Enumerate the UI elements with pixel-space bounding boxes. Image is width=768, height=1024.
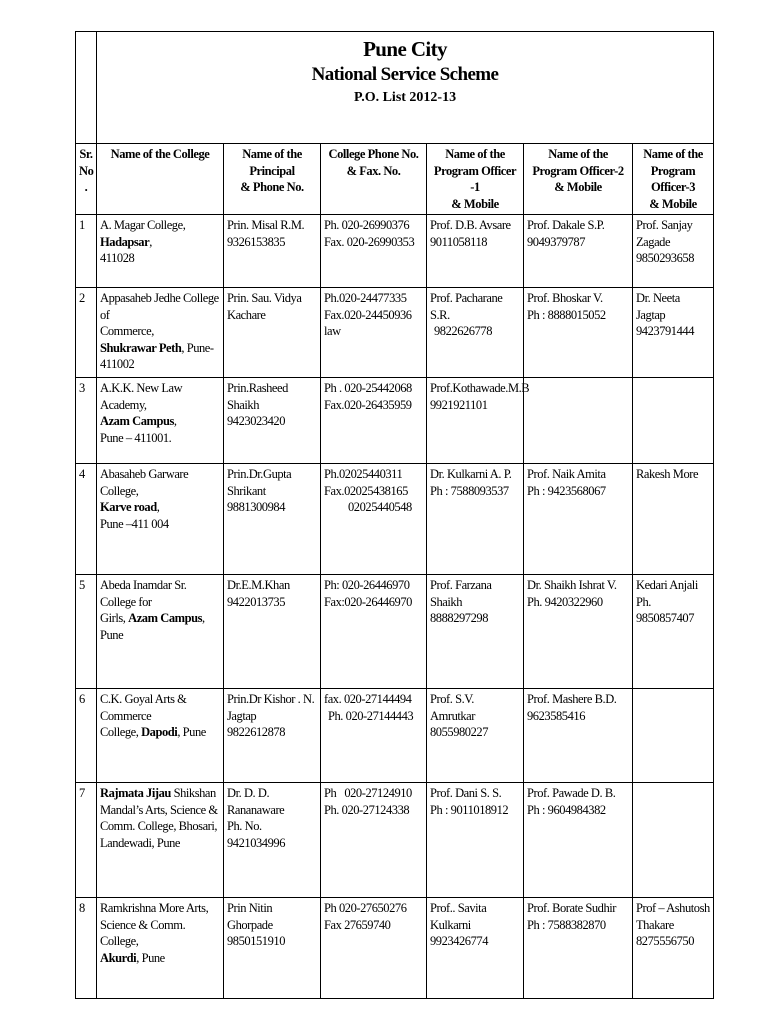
text-line: A. Magar College, <box>100 218 186 232</box>
text-line: Prof. S.V. Amrutkar <box>430 692 475 723</box>
text-line: Dr.E.M.Khan <box>227 578 290 592</box>
cell-college <box>97 288 224 378</box>
text-line: Ph. 020-27144443 <box>328 708 414 723</box>
text-line: 9422013735 <box>227 594 286 609</box>
location-bold: Shukrawar Peth <box>100 340 182 355</box>
cell-college <box>97 464 224 575</box>
text-line: Prof. D.B. Avsare <box>430 218 511 232</box>
text-line: Ph. 020-27124338 <box>324 802 410 817</box>
cell-po1 <box>427 464 524 575</box>
header-principal <box>224 144 321 215</box>
text-line: Ph.02025440311 <box>324 467 403 481</box>
text-span: , <box>156 500 160 514</box>
text-line: 8275556750 <box>636 934 695 948</box>
cell-po2 <box>524 689 633 783</box>
header-phone <box>321 144 427 215</box>
header-row <box>76 144 714 215</box>
location-bold: Akurdi <box>100 950 137 965</box>
cell-po2 <box>524 898 633 999</box>
text-line: Prof. Farzana Shaikh <box>430 578 492 609</box>
cell-phone <box>321 288 427 378</box>
text-line: Prof. Dakale S.P. <box>527 218 605 232</box>
text-line: Jagtap <box>227 708 257 723</box>
cell-principal <box>224 288 321 378</box>
text-line: Rakesh More <box>636 467 699 481</box>
location-bold: Hadapsar <box>100 234 150 249</box>
text-line: Prof. Naik Amita <box>527 467 606 481</box>
header-sr-l3: . <box>84 180 88 194</box>
text-line: 9011058118 <box>430 234 488 249</box>
header-phone-l1: College Phone No. <box>328 147 419 161</box>
cell-college <box>97 783 224 898</box>
text-line: Landewadi, Pune <box>100 835 181 850</box>
text-line: Ph. No. 9421034996 <box>227 819 286 850</box>
cell-sr: 8 <box>76 898 97 999</box>
text-span: , Pune <box>100 611 205 642</box>
cell-phone <box>321 378 427 464</box>
cell-po1 <box>427 378 530 464</box>
text-line: Ph : 9604984382 <box>527 802 606 817</box>
text-line: Zagade <box>636 234 671 249</box>
text-line: Prin. Misal R.M. <box>227 218 305 232</box>
header-po3-l1: Name of the <box>643 147 703 161</box>
text-line: Pune – 411001. <box>100 430 172 445</box>
table-row <box>76 575 714 689</box>
text-line: 9423791444 <box>636 324 695 338</box>
text-line: Prof. Borate Sudhir <box>527 901 617 915</box>
text-line: Prof. Pacharane S.R. <box>430 291 503 322</box>
text-line: Ph: 020-26446970 <box>324 578 410 592</box>
title-cell <box>97 32 714 144</box>
cell-po2 <box>524 464 633 575</box>
cell-po1 <box>427 288 524 378</box>
text-line: Prin.Rasheed Shaikh <box>227 381 288 412</box>
header-sr-l1: Sr. <box>79 147 93 161</box>
cell-sr: 7 <box>76 783 97 898</box>
cell-po3 <box>633 288 714 378</box>
cell-principal <box>224 215 321 288</box>
cell-college <box>97 575 224 689</box>
title-list: P.O. List 2012-13 <box>353 90 457 105</box>
text-line: Ph.020-24477335 <box>324 291 407 305</box>
text-line: Prof – Ashutosh <box>636 901 710 915</box>
cell-principal <box>224 378 321 464</box>
header-po1-l2: Program Officer -1 <box>433 163 517 194</box>
text-line: Prof. Bhoskar V. <box>527 291 603 305</box>
cell-po2 <box>524 378 633 464</box>
cell-principal <box>224 689 321 783</box>
table-row <box>76 898 714 999</box>
header-principal-l1: Name of the Principal <box>242 147 302 178</box>
text-line: Fax. 020-26990353 <box>324 234 415 249</box>
text-line: 02025440548 <box>348 500 412 514</box>
text-line: Prof.Kothawade.M.B <box>430 381 530 395</box>
text-line: Prin.Dr.Gupta Shrikant <box>227 467 292 498</box>
text-line: Prin Nitin Ghorpade <box>227 901 273 932</box>
text-line: Prof.. Savita Kulkarni <box>430 901 487 932</box>
header-sr-l2: No <box>79 163 94 178</box>
title-row <box>76 32 714 144</box>
cell-po1 <box>427 898 524 999</box>
text-span: , Pune <box>136 950 165 965</box>
cell-phone <box>321 898 427 999</box>
text-line: Prof. Mashere B.D. <box>527 692 617 706</box>
table-row <box>76 288 714 378</box>
location-bold: Dapodi <box>141 725 178 739</box>
header-po2-l3: & Mobile <box>554 180 602 194</box>
header-po3 <box>633 144 714 215</box>
text-line: Ph. 020-26990376 <box>324 218 410 232</box>
text-line: Fax.02025438165 <box>324 483 408 498</box>
cell-po3 <box>633 215 714 288</box>
cell-po3 <box>633 575 714 689</box>
text-line: 9850293658 <box>636 251 695 265</box>
text-line: 9921921101 <box>430 397 488 412</box>
cell-po2 <box>524 215 633 288</box>
location-bold: Karve road <box>100 500 157 514</box>
cell-po1 <box>427 575 524 689</box>
title-blank-cell <box>76 32 97 144</box>
cell-college <box>97 689 224 783</box>
table-row <box>76 464 714 575</box>
text-line: fax. 020-27144494 <box>324 692 412 706</box>
cell-sr: 1 <box>76 215 97 288</box>
text-line: Abeda Inamdar Sr. College for <box>100 578 187 609</box>
text-span: , <box>173 414 177 428</box>
cell-sr: 6 <box>76 689 97 783</box>
text-line: Dr. Shaikh Ishrat V. <box>527 578 617 592</box>
text-line: Ph. 9850857407 <box>636 594 695 625</box>
cell-po3 <box>633 378 714 464</box>
header-po1 <box>427 144 524 215</box>
title-scheme: National Service Scheme <box>311 64 499 85</box>
cell-po3 <box>633 898 714 999</box>
text-line: Abasaheb Garware College, <box>100 467 189 498</box>
cell-phone <box>321 575 427 689</box>
cell-sr: 4 <box>76 464 97 575</box>
table-row <box>76 215 714 288</box>
text-span: College, <box>100 725 139 739</box>
text-line: Prin. Sau. Vidya <box>227 291 302 305</box>
text-line: Ramkrishna More Arts, <box>100 901 209 915</box>
text-line: 8055980227 <box>430 725 489 739</box>
location-bold: Azam Campus <box>100 414 174 428</box>
header-po2-l1: Name of the <box>548 147 608 161</box>
cell-principal <box>224 464 321 575</box>
text-line: 411002 <box>100 357 135 371</box>
header-college-l1: Name of the College <box>110 147 210 161</box>
table-row <box>76 378 714 464</box>
text-line: Ph . 020-25442068 <box>324 381 412 395</box>
cell-po3 <box>633 464 714 575</box>
header-po1-l3: & Mobile <box>451 196 499 211</box>
table-row <box>76 689 714 783</box>
text-line: Ph : 7588382870 <box>527 917 606 932</box>
text-line: C.K. Goyal Arts & Commerce <box>100 692 187 723</box>
title-city: Pune City <box>363 37 447 61</box>
header-po1-l1: Name of the <box>445 147 505 161</box>
text-line: Ph : 9011018912 <box>430 802 509 817</box>
text-line: Prin.Dr Kishor . N. <box>227 692 315 706</box>
text-line: Commerce, <box>100 324 154 338</box>
document-sheet <box>75 31 713 994</box>
text-span: , Pune- <box>181 340 214 355</box>
cell-college <box>97 378 224 464</box>
cell-po2 <box>524 783 633 898</box>
cell-po3 <box>633 689 714 783</box>
header-po3-l3: & Mobile <box>649 196 697 211</box>
text-line: 9881300984 <box>227 500 286 514</box>
cell-po1 <box>427 783 524 898</box>
header-po2-l2: Program Officer-2 <box>532 163 624 178</box>
text-line: A.K.K. New Law Academy, <box>100 381 183 412</box>
text-line: Prof. Pawade D. B. <box>527 786 616 800</box>
text-line: 9822612878 <box>227 725 286 739</box>
text-line: 9850151910 <box>227 934 286 948</box>
text-span: Shikshan <box>170 786 216 800</box>
text-line: 9326153835 <box>227 234 286 249</box>
text-line: 411028 <box>100 251 135 265</box>
cell-principal <box>224 575 321 689</box>
text-line: 9822626778 <box>434 324 493 338</box>
text-line: Pune –411 004 <box>100 516 169 531</box>
cell-po1 <box>427 215 524 288</box>
header-sr <box>76 144 97 215</box>
cell-phone <box>321 783 427 898</box>
cell-sr: 3 <box>76 378 97 464</box>
text-span: , Pune <box>177 725 206 739</box>
cell-college <box>97 215 224 288</box>
text-line: Prof. Dani S. S. <box>430 786 502 800</box>
text-line: Ph 020-27124910 <box>324 786 412 800</box>
cell-po1 <box>427 689 524 783</box>
text-line: Comm. College, Bhosari, <box>100 819 218 833</box>
text-line: 9923426774 <box>430 934 489 948</box>
text-line: Ph : 7588093537 <box>430 483 509 498</box>
text-line: Dr. Kulkarni A. P. <box>430 467 512 481</box>
cell-sr: 5 <box>76 575 97 689</box>
text-line: Ph : 9423568067 <box>527 483 606 498</box>
cell-college <box>97 898 224 999</box>
text-line: Ph. 9420322960 <box>527 594 603 609</box>
text-span: , <box>149 234 152 249</box>
text-line: Ph 020-27650276 <box>324 901 407 915</box>
text-line: Fax.020-24450936 law <box>324 307 412 338</box>
text-line: 8888297298 <box>430 611 489 625</box>
text-line: Kedari Anjali <box>636 578 698 592</box>
cell-principal <box>224 898 321 999</box>
header-po3-l2: Program Officer-3 <box>650 163 696 194</box>
text-line: Fax:020-26446970 <box>324 594 412 609</box>
text-line: Ph : 8888015052 <box>527 307 606 322</box>
cell-po3 <box>633 783 714 898</box>
cell-phone <box>321 464 427 575</box>
text-line: Appasaheb Jedhe College of <box>100 291 219 322</box>
header-phone-l2: & Fax. No. <box>346 163 401 178</box>
location-bold: Rajmata Jijau <box>100 786 171 800</box>
text-line: Kachare <box>227 307 266 322</box>
header-college <box>97 144 224 215</box>
po-list-table <box>75 31 714 999</box>
text-line: Dr. Neeta Jagtap <box>636 291 680 322</box>
cell-sr: 2 <box>76 288 97 378</box>
text-line: Thakare <box>636 917 674 932</box>
text-line: 9623585416 <box>527 708 586 723</box>
table-row <box>76 783 714 898</box>
cell-principal <box>224 783 321 898</box>
location-bold: Azam Campus <box>128 611 202 625</box>
text-line: Prof. Sanjay <box>636 218 693 232</box>
text-line: 9049379787 <box>527 234 586 249</box>
text-line: Science & Comm. College, <box>100 917 186 948</box>
header-principal-l2: & Phone No. <box>240 180 304 194</box>
text-line: 9423023420 <box>227 414 286 428</box>
text-span: Girls, <box>100 611 126 625</box>
text-line: Fax.020-26435959 <box>324 397 412 412</box>
cell-phone <box>321 689 427 783</box>
text-line: Fax 27659740 <box>324 917 391 932</box>
header-po2 <box>524 144 633 215</box>
cell-po2 <box>524 575 633 689</box>
text-line: Mandal’s Arts, Science & <box>100 802 218 817</box>
cell-phone <box>321 215 427 288</box>
text-line: Dr. D. D. Rananaware <box>227 786 285 817</box>
cell-po2 <box>524 288 633 378</box>
